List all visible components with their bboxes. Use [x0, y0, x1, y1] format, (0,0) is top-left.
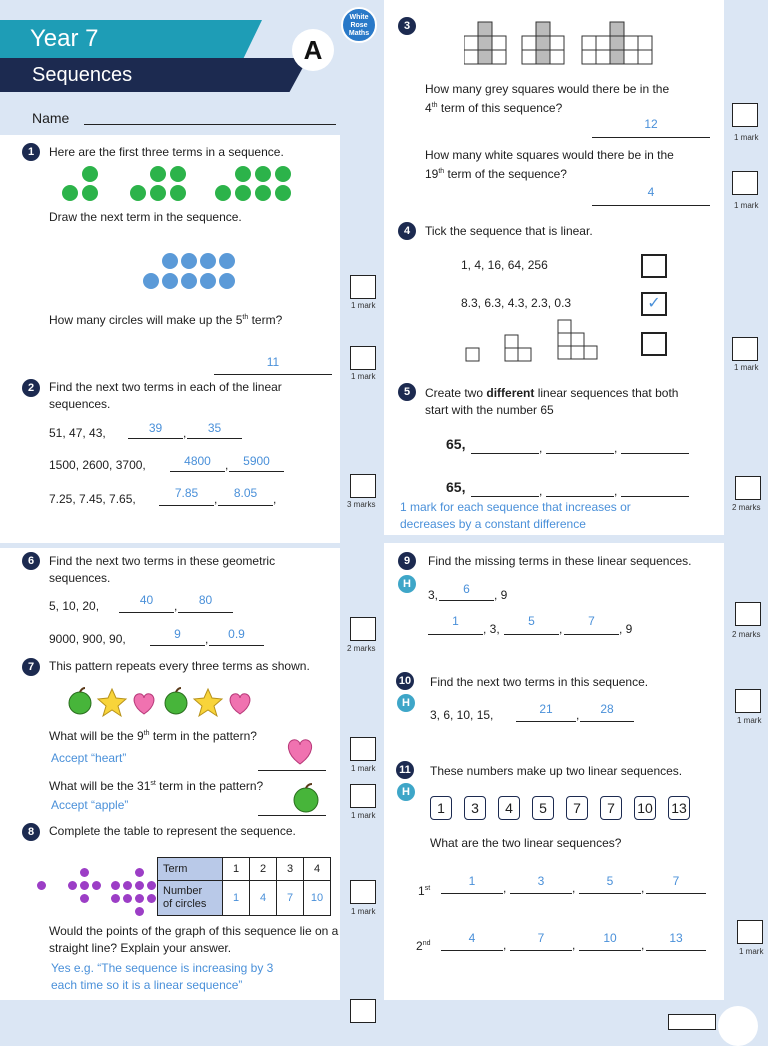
q4-option-1: 1, 4, 16, 64, 256 — [461, 258, 548, 272]
q11-seq2-term: 10 — [603, 931, 617, 945]
q3-mark-box-b[interactable] — [732, 171, 758, 195]
q5-start-1: 65, — [446, 436, 466, 452]
q2-row-2-a: 4800 — [184, 454, 211, 468]
q11-seq1-term: 3 — [537, 874, 545, 888]
q7-pattern — [66, 686, 256, 718]
star-icon — [98, 689, 126, 716]
q11-number: 7 — [566, 796, 588, 820]
q4-text: Tick the sequence that is linear. — [425, 224, 593, 238]
q6-row-2-b: 0.9 — [228, 627, 245, 641]
q10-text: Find the next two terms in this sequence. — [430, 675, 649, 689]
apple-icon — [69, 688, 91, 714]
question-number-3: 3 — [398, 17, 416, 35]
q7-mark-box-b[interactable] — [350, 784, 376, 808]
topic-title: Sequences — [32, 64, 133, 86]
q11-number: 3 — [464, 796, 486, 820]
q6-row-1-prefix: 5, 10, 20, — [49, 599, 100, 613]
q11-seq2-term: 13 — [669, 931, 683, 945]
q3-question-a-1: How many grey squares would there be in the — [425, 82, 670, 96]
q5-text-1: Create two different linear sequences that both — [425, 386, 679, 400]
q4-tick-box-1[interactable] — [641, 254, 667, 278]
q7-text: This pattern repeats every three terms as shown. — [49, 659, 310, 673]
q9-row-2-mid: , 3, — [483, 622, 500, 636]
q1-mark-box-a[interactable] — [350, 275, 376, 299]
q6-mark-box[interactable] — [350, 617, 376, 641]
q11-seq2-term: 7 — [537, 931, 545, 945]
q11-seq1-term: 1 — [468, 874, 476, 888]
version-badge: A — [292, 29, 334, 71]
q7-question-b: What will be the 31st term in the pattern? — [49, 779, 264, 793]
q3-question-b-1: How many white squares would there be in the — [425, 148, 674, 162]
q10-mark-box[interactable] — [735, 689, 761, 713]
question-number-10: 10 — [396, 672, 414, 690]
q9-row-2-answer-1: 1 — [452, 614, 459, 628]
q1-answer-line — [214, 374, 332, 375]
q9-row-1-start: 3, — [428, 588, 439, 602]
next-page-box — [668, 1014, 716, 1030]
q6-row-1-b: 80 — [198, 593, 213, 607]
q11-number: 7 — [600, 796, 622, 820]
question-number-4: 4 — [398, 222, 416, 240]
q11-seq1-term: 7 — [672, 874, 680, 888]
q11-number: 13 — [668, 796, 690, 820]
q9-row-2-answer-3: 7 — [588, 614, 595, 628]
q8-mark-box-b[interactable] — [350, 999, 376, 1023]
q7-answer-a: Accept “heart” — [51, 751, 127, 765]
higher-badge-9: H — [398, 575, 416, 593]
q1-answer: 11 — [266, 355, 280, 369]
q5-mark-note: 1 mark for each sequence that increases or decreases by a constant difference — [400, 500, 631, 531]
question-number-5: 5 — [398, 383, 416, 401]
year-title: Year 7 — [30, 25, 99, 52]
q2-row-3-prefix: 7.25, 7.45, 7.65, — [49, 492, 136, 506]
q11-number: 10 — [634, 796, 656, 820]
q3-answer-b: 4 — [647, 185, 655, 199]
q8-text: Complete the table to represent the sequence. — [49, 824, 296, 838]
q11-first-label: 1st — [418, 884, 431, 898]
star-icon — [194, 689, 222, 716]
q11-text: These numbers make up two linear sequences. — [430, 764, 683, 778]
q11-number: 1 — [430, 796, 452, 820]
next-page-badge — [718, 1006, 758, 1046]
q9-row-1-answer: 6 — [463, 582, 470, 596]
heart-icon — [230, 694, 250, 714]
q8-mark-box[interactable] — [350, 880, 376, 904]
q2-row-3-b: 8.05 — [233, 486, 258, 500]
q1-text: Here are the first three terms in a sequence. — [49, 145, 284, 159]
q5-text-2: start with the number 65 — [425, 403, 554, 417]
q4-option-2: 8.3, 6.3, 4.3, 2.3, 0.3 — [461, 296, 572, 310]
question-number-6: 6 — [22, 552, 40, 570]
check-icon: ✓ — [647, 295, 661, 312]
q2-row-3-a: 7.85 — [174, 486, 199, 500]
q3-answer-a: 12 — [644, 117, 658, 131]
name-label: Name — [32, 110, 70, 126]
higher-badge-11: H — [397, 783, 415, 801]
q11-question: What are the two linear sequences? — [430, 836, 622, 850]
question-number-9: 9 — [398, 552, 416, 570]
q9-row-1-end: , 9 — [494, 588, 508, 602]
q3-question-b-2: 19th term of the sequence? — [425, 167, 567, 181]
q6-text: Find the next two terms in these geometric sequences. — [49, 554, 276, 585]
question-number-8: 8 — [22, 823, 40, 841]
higher-badge-10: H — [397, 694, 415, 712]
q7-question-a: What will be the 9th term in the pattern? — [49, 729, 257, 743]
q6-row-2-a: 9 — [174, 627, 181, 641]
q6-row-1-a: 40 — [139, 593, 154, 607]
q2-mark-box[interactable] — [350, 474, 376, 498]
q5-mark-box[interactable] — [735, 476, 761, 500]
q9-text: Find the missing terms in these linear sequences. — [428, 554, 692, 568]
q2-row-1-a: 39 — [148, 421, 163, 435]
q9-row-2-answer-2: 5 — [528, 614, 535, 628]
q10-answer-a: 21 — [539, 702, 553, 716]
q4-option-3-shapes — [464, 318, 604, 364]
q8-table: Term 1 2 3 4 Number of circles 1 4 7 10 — [157, 857, 331, 916]
q11-second-label: 2nd — [416, 939, 431, 953]
q4-tick-box-2[interactable] — [641, 292, 667, 316]
q11-seq2-term: 4 — [468, 931, 476, 945]
q1-how-many: How many circles will make up the 5th term? — [49, 313, 283, 327]
q10-answer-b: 28 — [600, 702, 614, 716]
q7-mark-box-a[interactable] — [350, 737, 376, 761]
heart-icon — [134, 694, 154, 714]
q7-answer-b: Accept “apple” — [51, 798, 129, 812]
q11-mark-box[interactable] — [737, 920, 763, 944]
q11-seq1-term: 5 — [606, 874, 614, 888]
q6-row-2-prefix: 9000, 900, 90, — [49, 632, 126, 646]
q2-row-1-prefix: 51, 47, 43, — [49, 426, 106, 440]
name-field[interactable] — [84, 124, 336, 125]
question-number-7: 7 — [22, 658, 40, 676]
q3-question-a-2: 4th term of this sequence? — [425, 101, 563, 115]
q2-row-1-b: 35 — [207, 421, 222, 435]
q1-draw-text: Draw the next term in the sequence. — [49, 210, 242, 224]
question-number-11: 11 — [396, 761, 414, 779]
q10-prefix: 3, 6, 10, 15, — [430, 708, 494, 722]
q4-mark-box[interactable] — [732, 337, 758, 361]
q11-number: 5 — [532, 796, 554, 820]
q3-pattern — [464, 20, 684, 66]
q8-answer: Yes e.g. “The sequence is increasing by 3 each time so it is a linear sequence” — [51, 961, 274, 992]
apple-icon — [165, 688, 187, 714]
question-number-1: 1 — [22, 143, 40, 161]
q2-row-2-b: 5900 — [243, 454, 270, 468]
q4-tick-box-3[interactable] — [641, 332, 667, 356]
q3-mark-box-a[interactable] — [732, 103, 758, 127]
heart-icon — [284, 736, 316, 766]
q9-row-2-end: , 9 — [619, 622, 633, 636]
q5-start-2: 65, — [446, 479, 466, 495]
q9-mark-box[interactable] — [735, 602, 761, 626]
q2-row-2-prefix: 1500, 2600, 3700, — [49, 458, 146, 472]
question-number-2: 2 — [22, 379, 40, 397]
q2-text: Find the next two terms in each of the linear sequences. — [49, 380, 282, 411]
apple-icon — [290, 782, 322, 814]
q1-mark-box-b[interactable] — [350, 346, 376, 370]
wrm-logo: White Rose Maths — [341, 7, 377, 43]
q8-question: Would the points of the graph of this sequence lie on a straight line? Explain your answer. — [49, 924, 339, 955]
q11-number: 4 — [498, 796, 520, 820]
